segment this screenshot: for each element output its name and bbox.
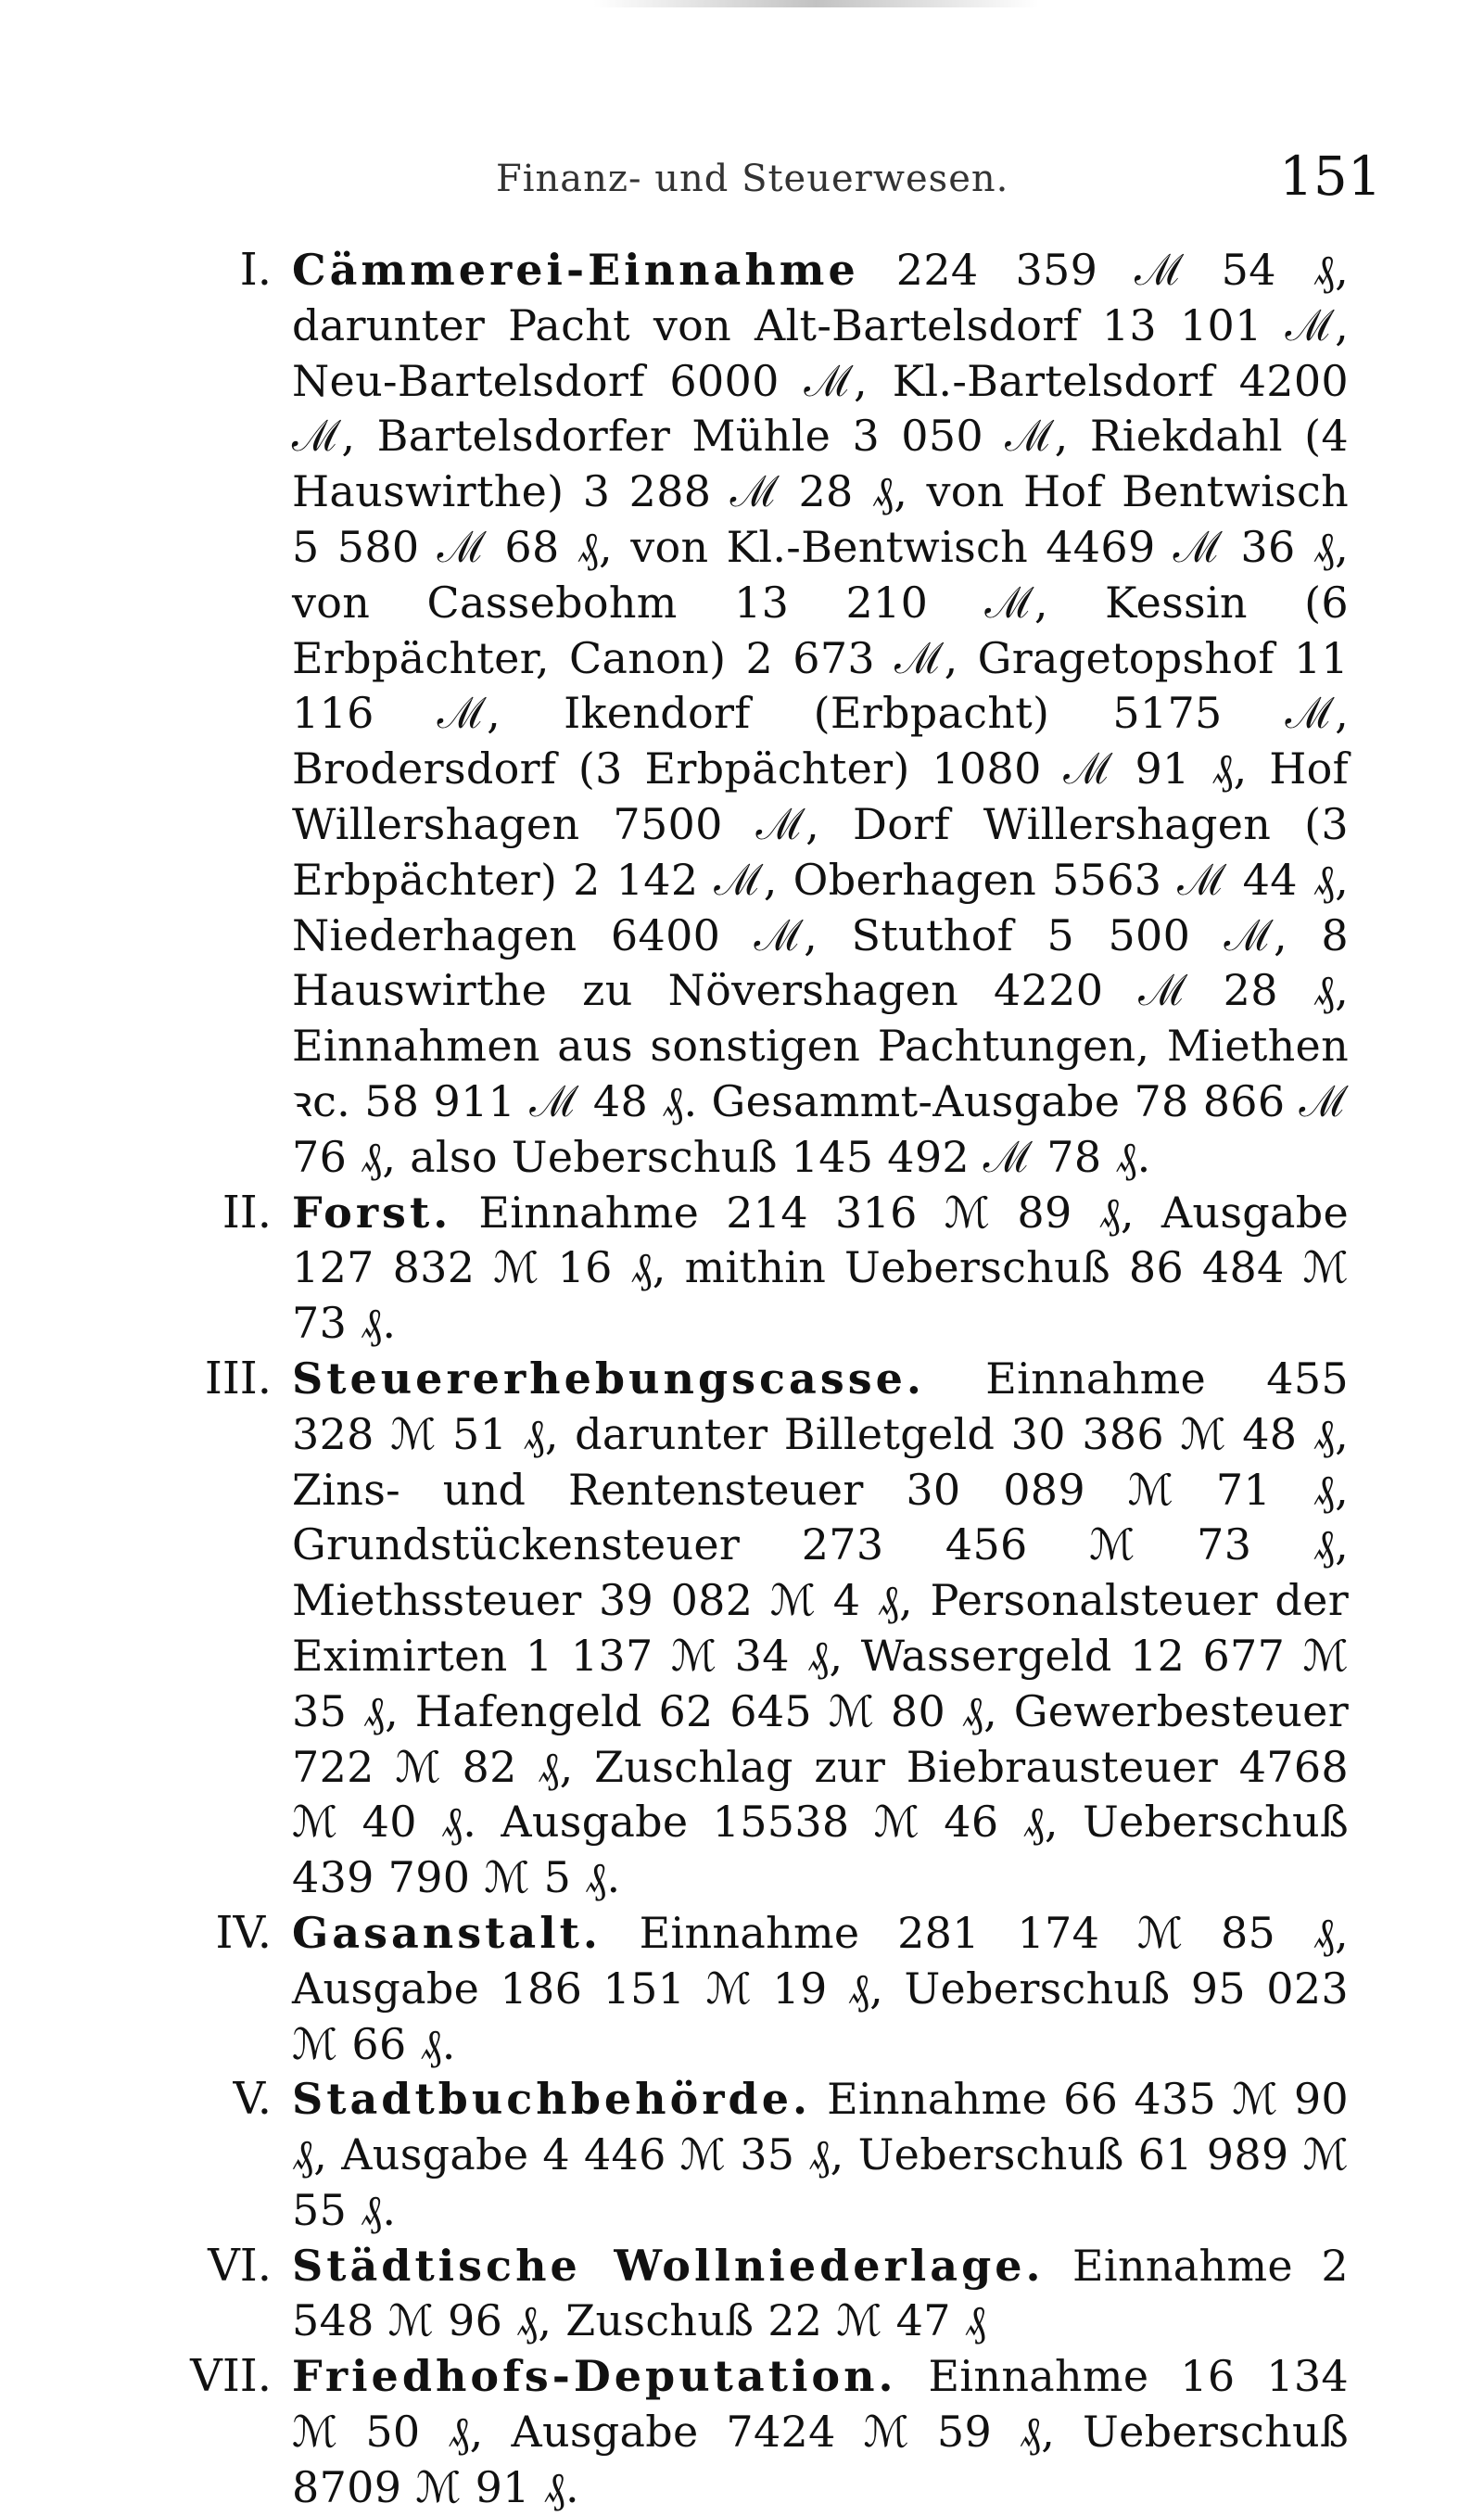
entry-heading: Friedhofs-Deputation. [292,2351,897,2402]
entry-body [292,1352,1349,1906]
entry-numeral: III. [204,1352,272,1404]
entry-text: Einnahme 214 316 ℳ 89 ₰, Ausgabe 127 832 ℳ 16 ₰, mithin Ueberschuß 86 484 ℳ 73 ₰. [292,1187,1349,1349]
entry-numeral: II. [222,1186,272,1239]
entry-6 [158,2239,1363,2350]
entry-text: Einnahme 2 548 ℳ 96 ₰, Zuschuß 22 ℳ 47 ₰ [292,2240,1349,2346]
entry-numeral: VII. [190,2350,272,2403]
entry-text: Einnahme 66 435 ℳ 90 ₰, Ausgabe 4 446 ℳ 35 ₰, Ueberschuß 61 989 ℳ 55 ₰. [292,2074,1349,2235]
entry-heading: Cämmerei-Einnahme [292,245,859,295]
entry-text: Einnahme 16 134 ℳ 50 ₰, Ausgabe 7424 ℳ 59 ₰, Ueberschuß 8709 ℳ 91 ₰. [292,2351,1349,2512]
entry-2 [158,1186,1363,1352]
entry-numeral: V. [233,2073,272,2126]
running-title: Finanz- und Steuerwesen. [496,158,1009,200]
page-header [0,137,1484,221]
entry-1 [158,243,1363,1186]
entry-body [292,1906,1349,2072]
entry-body [292,1186,1349,1352]
entry-body [292,243,1349,1186]
entry-body [292,2349,1349,2515]
entry-numeral: IV. [215,1906,272,1959]
entry-text: Einnahme 281 174 ℳ 85 ₰, Ausgabe 186 151 ℳ 19 ₰, Ueberschuß 95 023 ℳ 66 ₰. [292,1907,1349,2069]
entry-heading: Gasanstalt. [292,1907,602,1958]
entry-heading: Steuererhebungscasse. [292,1353,925,1404]
entry-text: Einnahme 455 328 ℳ 51 ₰, darunter Billetgeld 30 386 ℳ 48 ₰, Zins- und Rentensteuer 30 089 ℳ 71 ₰, Grundstückensteuer 273 456 ℳ 73 ₰, Miethssteuer 39 082 ℳ 4 ₰, Personalsteuer der Eximirten 1 137 ℳ 34 ₰, Wassergeld 12 677 ℳ 35 ₰, Hafengeld 62 645 ℳ 80 ₰, Gewerbesteuer 722 ℳ 82 ₰, Zuschlag zur Biebrausteuer 4768 ℳ 40 ₰. Ausgabe 15538 ℳ 46 ₰, Ueberschuß 439 790 ℳ 5 ₰. [292,1353,1349,1903]
scan-edge [0,0,1484,7]
entry-list [158,243,1363,2516]
entry-numeral: VI. [208,2239,272,2292]
entry-4 [158,1906,1363,2072]
entry-heading: Stadtbuchbehörde. [292,2074,811,2125]
entry-7 [158,2349,1363,2515]
entry-body [292,2239,1349,2350]
entry-heading: Städtische Wollniederlage. [292,2240,1045,2291]
entry-text: 224 359 ℳ 54 ₰, darunter Pacht von Alt-Bartelsdorf 13 101 ℳ, Neu-Bartelsdorf 6000 ℳ, Kl.-Bartelsdorf 4200 ℳ, Bartelsdorfer Mühle 3 050 ℳ, Riekdahl (4 Hauswirthe) 3 288 ℳ 28 ₰, von Hof Bentwisch 5 580 ℳ 68 ₰, von Kl.-Bentwisch 4469 ℳ 36 ₰, von Cassebohm 13 210 ℳ, Kessin (6 Erbpächter, Canon) 2 673 ℳ, Gragetopshof 11 116 ℳ, Ikendorf (Erbpacht) 5175 ℳ, Brodersdorf (3 Erbpächter) 1080 ℳ 91 ₰, Hof Willershagen 7500 ℳ, Dorf Willershagen (3 Erbpächter) 2 142 ℳ, Oberhagen 5563 ℳ 44 ₰, Niederhagen 6400 ℳ, Stuthof 5 500 ℳ, 8 Hauswirthe zu Növershagen 4220 ℳ 28 ₰, Einnahmen aus sonstigen Pachtungen, Miethen ꝛc. 58 911 ℳ 48 ₰. Gesammt-Ausgabe 78 866 ℳ 76 ₰, also Ueberschuß 145 492 ℳ 78 ₰. [292,245,1349,1182]
entry-heading: Forst. [292,1187,452,1238]
entry-body [292,2072,1349,2238]
entry-numeral: I. [239,244,272,296]
entry-5 [158,2072,1363,2238]
entry-3 [158,1352,1363,1906]
page-number: 151 [1279,145,1382,208]
